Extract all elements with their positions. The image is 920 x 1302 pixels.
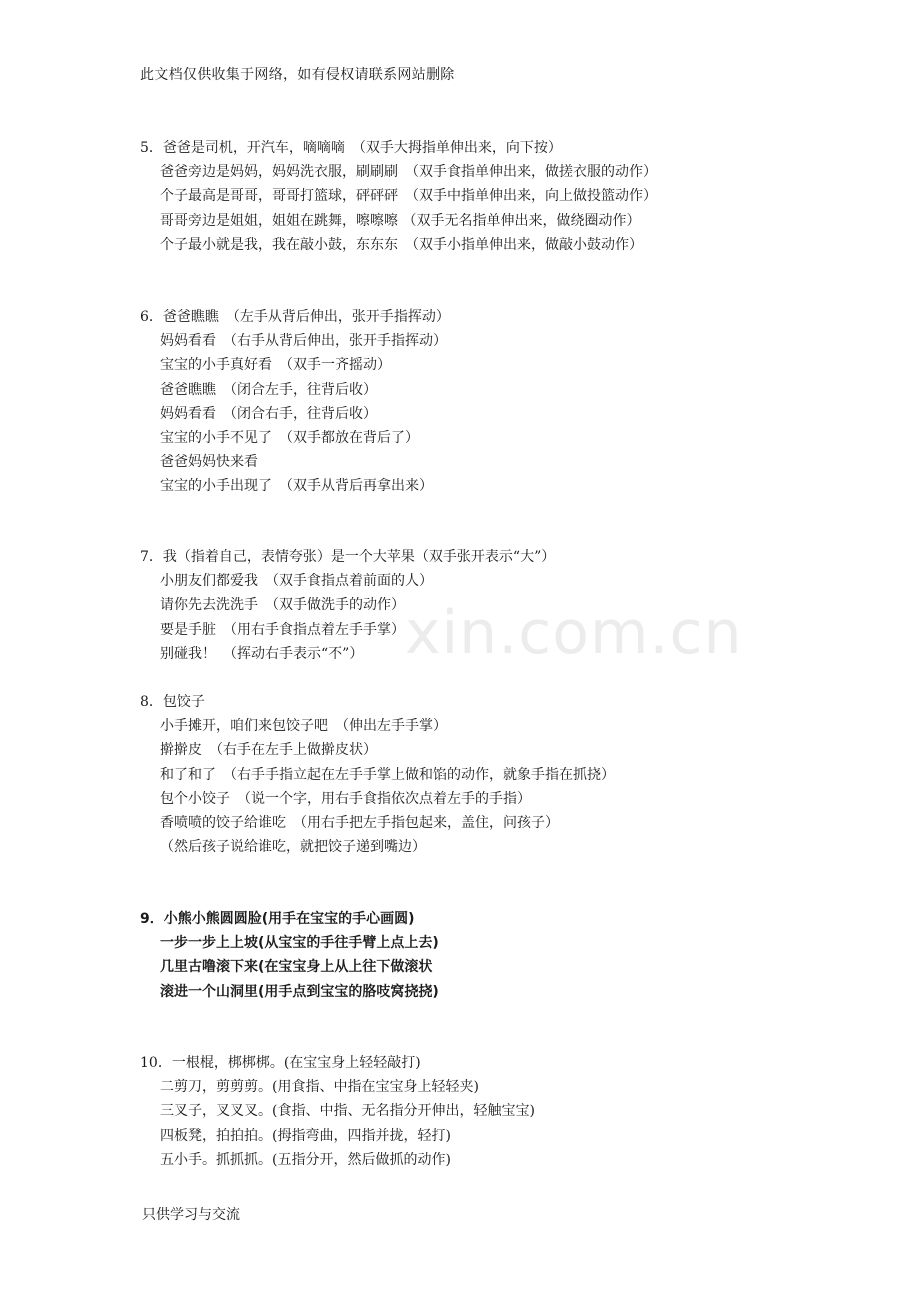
rhyme-line: 爸爸瞧瞧 （闭合左手，往背后收）: [160, 381, 377, 398]
rhyme-line: 一步一步上上坡(从宝宝的手往手臂上点上去): [160, 935, 439, 952]
rhyme-line: 四板凳，拍拍拍。(拇指弯曲，四指并拢，轻打): [160, 1127, 451, 1144]
page-header: 此文档仅供收集于网络，如有侵权请联系网站删除: [140, 67, 455, 83]
rhyme-line: 滚进一个山洞里(用手点到宝宝的胳吱窝挠挠): [160, 983, 439, 1000]
rhyme-line: 请你先去洗洗手 （双手做洗手的动作）: [160, 597, 405, 614]
rhyme-line: 二剪刀，剪剪剪。(用食指、中指在宝宝身上轻轻夹): [160, 1079, 479, 1096]
rhyme-section-7: [140, 545, 840, 666]
rhyme-section-6: [140, 305, 840, 499]
rhyme-line: 别碰我！ （挥动右手表示“不”）: [160, 645, 364, 662]
rhyme-line: 包个小饺子 （说一个字，用右手食指依次点着左手的手指）: [160, 790, 531, 807]
rhyme-section-5: [140, 136, 840, 257]
rhyme-line: 哥哥旁边是姐姐，姐姐在跳舞，嚓嚓嚓 （双手无名指单伸出来，做绕圈动作）: [160, 212, 641, 229]
rhyme-line: 个子最高是哥哥，哥哥打篮球，砰砰砰 （双手中指单伸出来，向上做投篮动作）: [160, 188, 657, 205]
rhyme-line: 6．爸爸瞧瞧 （左手从背后伸出，张开手指挥动）: [140, 309, 450, 325]
rhyme-line: 宝宝的小手不见了 （双手都放在背后了）: [160, 429, 419, 446]
rhyme-line: 7．我（指着自己，表情夸张）是一个大苹果（双手张开表示“大”）: [140, 549, 556, 565]
watermark: xin.com.cn: [405, 598, 743, 668]
rhyme-line: 五小手。抓抓抓。(五指分开，然后做抓的动作): [160, 1151, 451, 1168]
rhyme-line: 妈妈看看 （右手从背后伸出，张开手指挥动）: [160, 333, 447, 350]
page-footer: 只供学习与交流: [142, 1207, 240, 1223]
rhyme-line: （然后孩子说给谁吃，就把饺子递到嘴边）: [160, 839, 426, 856]
rhyme-section-9: [140, 907, 840, 1004]
rhyme-line: 小朋友们都爱我 （双手食指点着前面的人）: [160, 573, 433, 590]
rhyme-line: 宝宝的小手真好看 （双手一齐摇动）: [160, 357, 391, 374]
rhyme-line: 要是手脏 （用右手食指点着左手手掌）: [160, 621, 405, 638]
rhyme-line: 和了和了 （右手手指立起在左手手掌上做和馅的动作，就象手指在抓挠）: [160, 766, 615, 783]
rhyme-line: 小手摊开，咱们来包饺子吧 （伸出左手手掌）: [160, 718, 447, 735]
rhyme-line: 爸爸旁边是妈妈，妈妈洗衣服，刷刷刷 （双手食指单伸出来，做搓衣服的动作）: [160, 164, 657, 181]
rhyme-line: 几里古噜滚下来(在宝宝身上从上往下做滚状: [160, 959, 433, 976]
rhyme-line: 宝宝的小手出现了 （双手从背后再拿出来）: [160, 478, 433, 495]
rhyme-line: 妈妈看看 （闭合右手，往背后收）: [160, 405, 377, 422]
rhyme-line: 个子最小就是我，我在敲小鼓，东东东 （双手小指单伸出来，做敲小鼓动作）: [160, 236, 643, 253]
rhyme-line: 爸爸妈妈快来看: [160, 454, 258, 471]
rhyme-line: 5．爸爸是司机，开汽车，嘀嘀嘀 （双手大拇指单伸出来，向下按）: [140, 140, 562, 156]
rhyme-line: 8．包饺子: [140, 694, 205, 710]
rhyme-line: 香喷喷的饺子给谁吃 （用右手把左手指包起来，盖住，问孩子）: [160, 814, 559, 831]
rhyme-line: 9．小熊小熊圆圆脸(用手在宝宝的手心画圆): [140, 911, 415, 927]
rhyme-line: 擀擀皮 （右手在左手上做擀皮状）: [160, 742, 377, 759]
rhyme-line: 三叉子，叉叉叉。(食指、中指、无名指分开伸出，轻触宝宝): [160, 1103, 535, 1120]
rhyme-section-8: [140, 690, 840, 859]
rhyme-line: 10．一根棍，梆梆梆。(在宝宝身上轻轻敲打): [140, 1055, 421, 1071]
rhyme-section-10: [140, 1051, 840, 1172]
